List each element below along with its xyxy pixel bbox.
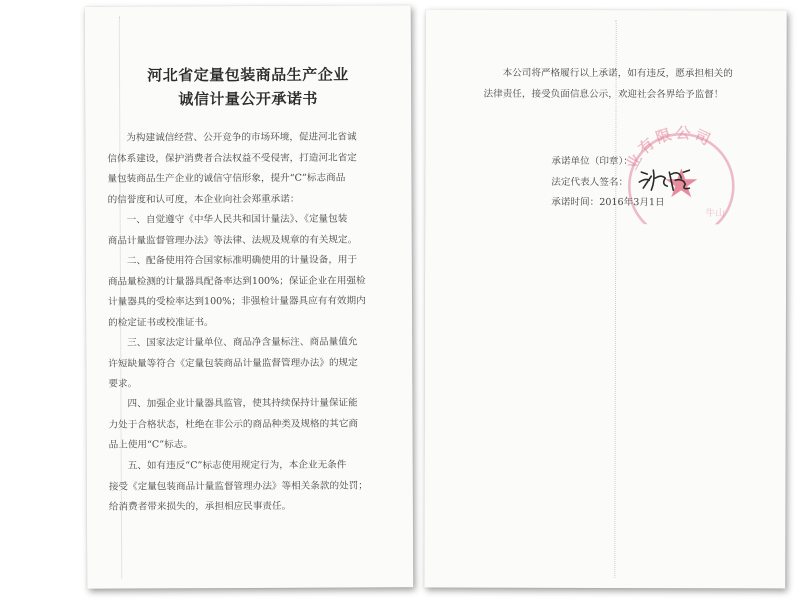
item-line: 力处于合格状态，杜绝在非公示的商品种类及规格的其它商 — [108, 418, 359, 431]
item-line: 五、如有违反“C”标志使用规定行为，本企业无条件 — [127, 459, 347, 472]
commitment-item-1 — [108, 209, 389, 251]
item-line: 品上使用“C”标志。 — [108, 439, 193, 451]
document-title-line-1: 河北省定量包装商品生产企业 — [147, 65, 349, 85]
commitment-unit-label: 承诺单位（印章）： — [551, 155, 633, 168]
legal-representative-label: 法定代表人签名： — [551, 176, 629, 188]
document-title-line-2: 诚信计量公开承诺书 — [178, 89, 318, 109]
closing-line: 本公司将严格履行以上承诺，如有违反，愿承担相关的 — [502, 67, 733, 80]
item-line: 的检定证书或校准证书。 — [108, 316, 214, 329]
closing-paragraph — [484, 64, 784, 106]
seal-text-top: 业有限公司 — [622, 123, 716, 173]
item-line: 商品计量监督管理办法》等法律、法规及规章的有关规定。 — [107, 234, 358, 247]
document-page-right — [424, 10, 787, 589]
seal-text-bottom: 牛山 — [705, 208, 726, 220]
document-page-left — [85, 5, 414, 588]
intro-line: 信体系建设，保护消费者合法权益不受侵害，打造河北省定 — [107, 152, 357, 165]
item-line: 商品量检测的计量器具配备率达到100%；保证企业在用强检 — [107, 274, 366, 288]
item-line: 给消费者带来损失的，承担相应民事责任。 — [108, 500, 292, 513]
intro-line: 量包装商品生产企业的诚信守信形象，提升“C”标志商品 — [107, 172, 346, 185]
item-line: 要求。 — [108, 378, 138, 390]
commitment-item-3 — [108, 332, 389, 395]
commitment-item-2 — [108, 250, 389, 333]
closing-line: 法律责任，接受负面信息公示，欢迎社会各界给予监督！ — [483, 88, 724, 100]
item-line: 三、国家法定计量单位、商品净含量标注、商品量值允 — [127, 336, 358, 349]
handwritten-signature — [637, 164, 697, 194]
item-line: 二、配备使用符合国家标准明确使用的计量设备，用于 — [126, 254, 358, 267]
item-line: 计量器具的受检率达到100%；非强检计量器具应有有效期内 — [107, 295, 366, 308]
commitment-date: 承诺时间：2016年3月1日 — [551, 196, 665, 209]
item-line: 四、加强企业计量器具监管，使其持续保持计量保证能 — [127, 397, 358, 410]
item-line: 许短缺量等符合《定量包装商品计量监督管理办法》的规定 — [108, 357, 358, 370]
item-line: 接受《定量包装商品计量监督管理办法》等相关条款的处罚； — [108, 479, 368, 493]
intro-line: 为构建诚信经营、公开竞争的市场环境，促进河北省诚 — [126, 131, 357, 144]
commitment-item-5 — [109, 455, 390, 518]
intro-paragraph — [107, 127, 388, 210]
intro-line: 的信誉度和认可度，本企业向社会郑重承诺： — [107, 193, 300, 206]
item-line: 一、自觉遵守《中华人民共和国计量法》、《定量包装 — [126, 213, 348, 226]
commitment-item-4 — [108, 393, 389, 456]
